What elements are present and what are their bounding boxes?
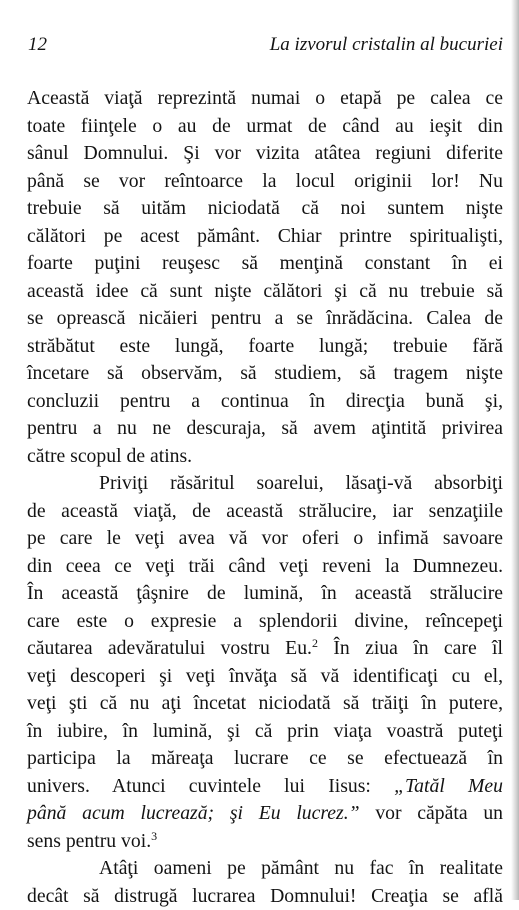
text-line: foarte puţini reuşesc să menţină constant în ei [27, 250, 503, 278]
text-line: încetare să observăm, să studiem, să tragem nişte [27, 360, 503, 388]
text-line: până se vor reîntoarce la locul originii lor! Nu [27, 168, 503, 196]
text-line: această idee că sunt nişte călători şi că nu trebuie să [27, 278, 503, 306]
paragraph-1 [27, 85, 503, 470]
footnote-marker: 3 [151, 829, 157, 843]
page-header [28, 34, 503, 62]
text-line: pe care le veţi avea vă vor oferi o infimă savoare [27, 525, 503, 553]
running-title: La izvorul cristalin al bucuriei [270, 34, 503, 56]
text-segment: vor căpăta un [360, 802, 503, 824]
text-segment: căutarea adevăratului vostru Eu. [27, 637, 312, 659]
text-segment: univers. Atunci cuvintele lui Iisus: [27, 775, 371, 797]
quote-italic: „Tatăl Meu [394, 775, 503, 797]
text-line: către scopul de atins. [27, 443, 503, 471]
text-line: în iubire, în lumină, şi că prin viaţa voastră puteţi [27, 718, 503, 746]
text-line: Atâţi oameni pe pământ nu fac în realitate [27, 855, 503, 883]
text-line: veţi şti că nu aţi încetat niciodată să trăiţi în putere, [27, 690, 503, 718]
text-segment: sens pentru voi. [27, 830, 151, 852]
text-line [27, 800, 503, 828]
page-number: 12 [28, 34, 47, 56]
text-line [27, 773, 503, 801]
quote-italic: până acum lucrează; şi Eu lucrez.” [27, 802, 360, 824]
page-edge-shadow [511, 0, 519, 900]
text-line: străbătut este lungă, foarte lungă; trebuie fără [27, 333, 503, 361]
text-line: care este o expresie a splendorii divine, reîncepeţi [27, 608, 503, 636]
footnote-marker: 2 [312, 636, 318, 650]
text-line: Priviţi răsăritul soarelui, lăsaţi-vă absorbiţi [27, 470, 503, 498]
text-line: participa la măreaţa lucrare ce se efectuează în [27, 745, 503, 773]
text-line: din ceea ce veţi trăi când veţi reveni la Dumnezeu. [27, 553, 503, 581]
body-text [27, 85, 503, 910]
text-line: de această viaţă, de această strălucire, iar senzaţiile [27, 498, 503, 526]
paragraph-3 [27, 855, 503, 910]
text-line: decât să distrugă lucrarea Domnului! Creaţia se află [27, 883, 503, 910]
text-line: Această viaţă reprezintă numai o etapă pe calea ce [27, 85, 503, 113]
text-line: pentru a nu ne descuraja, să avem aţintită privirea [27, 415, 503, 443]
text-line: trebuie să uităm niciodată că noi suntem nişte [27, 195, 503, 223]
text-line: concluzii pentru a continua în direcţia bună şi, [27, 388, 503, 416]
text-line: toate fiinţele o au de urmat de când au ieşit din [27, 113, 503, 141]
paragraph-2 [27, 470, 503, 855]
text-line [27, 828, 503, 856]
text-segment: În ziua în care îl [318, 637, 503, 659]
text-line: În această ţâşnire de lumină, în această strălucire [27, 580, 503, 608]
text-line: veţi descoperi şi veţi învăţa să vă identificaţi cu el, [27, 663, 503, 691]
text-line: călători pe acest pământ. Chiar printre spiritualişti, [27, 223, 503, 251]
text-line: se oprească nicăieri pentru a se înrădăcina. Calea de [27, 305, 503, 333]
text-line [27, 635, 503, 663]
text-line: sânul Domnului. Şi vor vizita atâtea regiuni diferite [27, 140, 503, 168]
